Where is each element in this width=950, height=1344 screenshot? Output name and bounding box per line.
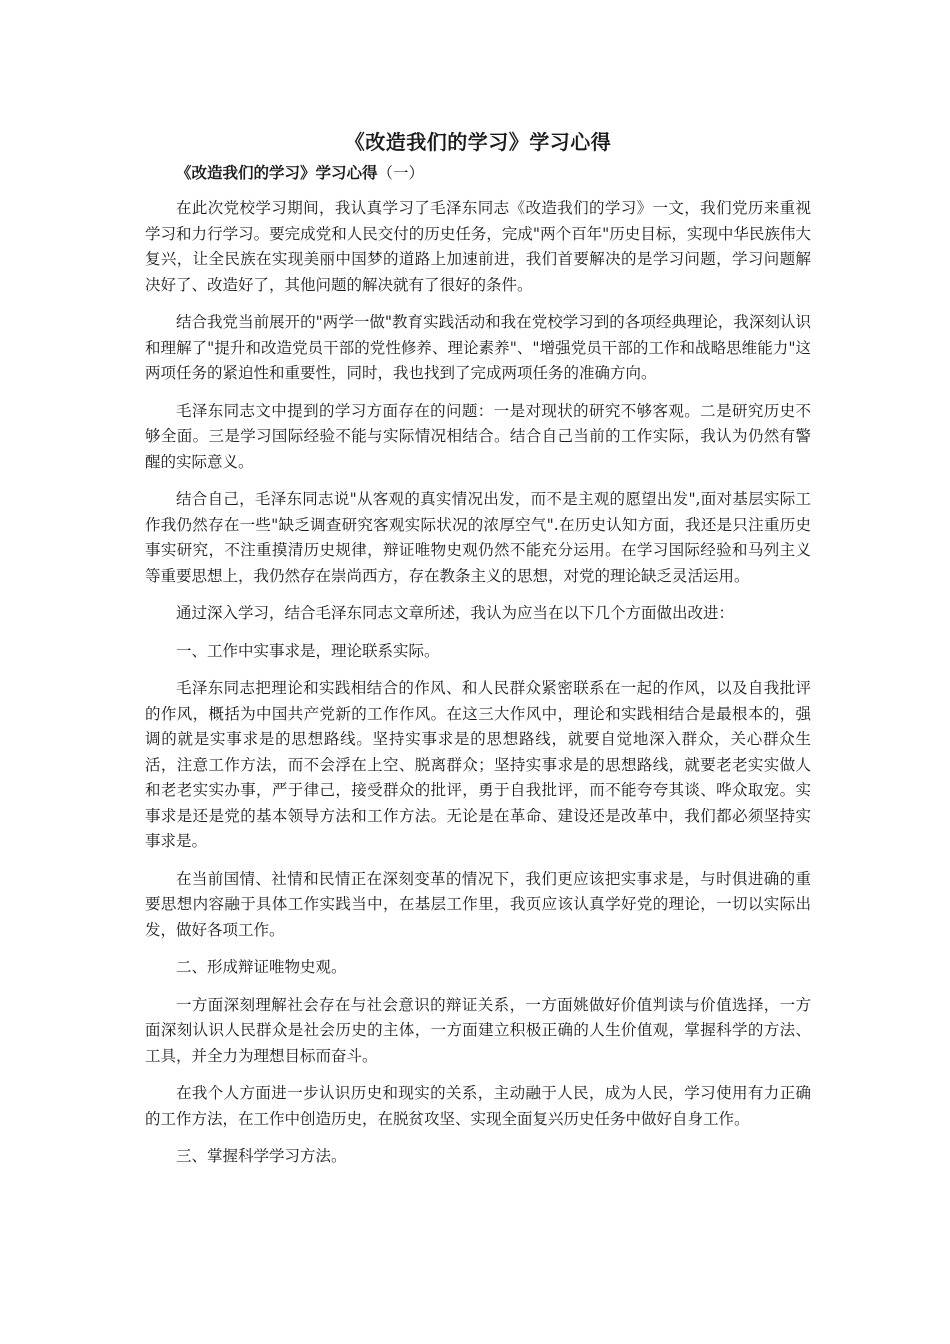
paragraph: 通过深入学习，结合毛泽东同志文章所述，我认为应当在以下几个方面做出改进： <box>176 604 735 622</box>
paragraph: 在我个人方面进一步认识历史和现实的关系，主动融于人民，成为人民，学习使用有力正确的工作方法，在工作中创造历史，在脱贫攻坚、实现全面复兴历史任务中做好自身工作。 <box>145 1084 811 1128</box>
document-page <box>145 128 811 1182</box>
document-subtitle <box>145 162 811 184</box>
subtitle-bold-text: 《改造我们的学习》学习心得 <box>176 164 378 182</box>
section-heading: 二、形成辩证唯物史观。 <box>176 958 347 976</box>
document-title: 《改造我们的学习》学习心得 <box>344 130 612 154</box>
paragraph: 在此次党校学习期间，我认真学习了毛泽东同志《改造我们的学习》一文，我们党历来重视学习和力行学习。要完成党和人民交付的历史任务，完成"两个百年"历史目标，实现中华民族伟大复兴，让全民族在实现美丽中国梦的道路上加速前进，我们首要解决的是学习问题，学习问题解决好了、改造好了，其他问题的解决就有了很好的条件。 <box>145 199 811 294</box>
paragraph: 毛泽东同志文中提到的学习方面存在的问题：一是对现状的研究不够客观。二是研究历史不够全面。三是学习国际经验不能与实际情况相结合。结合自己当前的工作实际，我认为仍然有警醒的实际意义。 <box>145 401 811 471</box>
paragraph: 一方面深刻理解社会存在与社会意识的辩证关系，一方面姚做好价值判读与价值选择，一方面深刻认识人民群众是社会历史的主体，一方面建立积极正确的人生价值观，掌握科学的方法、工具，并全力为理想目标而奋斗。 <box>145 995 811 1065</box>
paragraph: 结合自己，毛泽东同志说"从客观的真实情况出发，而不是主观的愿望出发",面对基层实际工作我仍然存在一些"缺乏调查研究客观实际状况的浓厚空气".在历史认知方面，我还是只注重历史事实研究，不注重摸清历史规律，辩证唯物史观仍然不能充分运用。在学习国际经验和马列主义等重要思想上，我仍然存在崇尚西方，存在教条主义的思想，对党的理论缺乏灵活运用。 <box>145 490 811 585</box>
section-heading: 一、工作中实事求是，理论联系实际。 <box>176 641 440 660</box>
paragraph: 在当前国情、社情和民情正在深刻变革的情况下，我们更应该把实事求是，与时俱进确的重要思想内容融于具体工作实践当中，在基层工作里，我页应该认真学好党的理论，一切以实际出发，做好各项工作。 <box>145 869 811 939</box>
subtitle-number: （一） <box>377 164 425 182</box>
section-heading: 三、掌握科学学习方法。 <box>176 1147 347 1165</box>
paragraph: 结合我党当前展开的"两学一做"教育实践活动和我在党校学习到的各项经典理论，我深刻认识和理解了"提升和改造党员干部的党性修养、理论素养"、"增强党员干部的工作和战略思维能力"这两项任务的紧迫性和重要性，同时，我也找到了完成两项任务的准确方向。 <box>145 313 811 382</box>
paragraph: 毛泽东同志把理论和实践相结合的作风、和人民群众紧密联系在一起的作风，以及自我批评的作风，概括为中国共产党新的工作作风。在这三大作风中，理论和实践相结合是最根本的，强调的就是实事求是的思想路线。坚持实事求是的思想路线，就要自觉地深入群众，关心群众生活，注意工作方法，而不会浮在上空、脱离群众；坚持实事求是的思想路线，就要老老实实做人和老老实实办事，严于律己，接受群众的批评，勇于自我批评，而不能夸夸其谈、哗众取宠。实事求是还是党的基本领导方法和工作方法。无论是在革命、建设还是改革中，我们都必须坚持实事求是。 <box>145 679 811 850</box>
